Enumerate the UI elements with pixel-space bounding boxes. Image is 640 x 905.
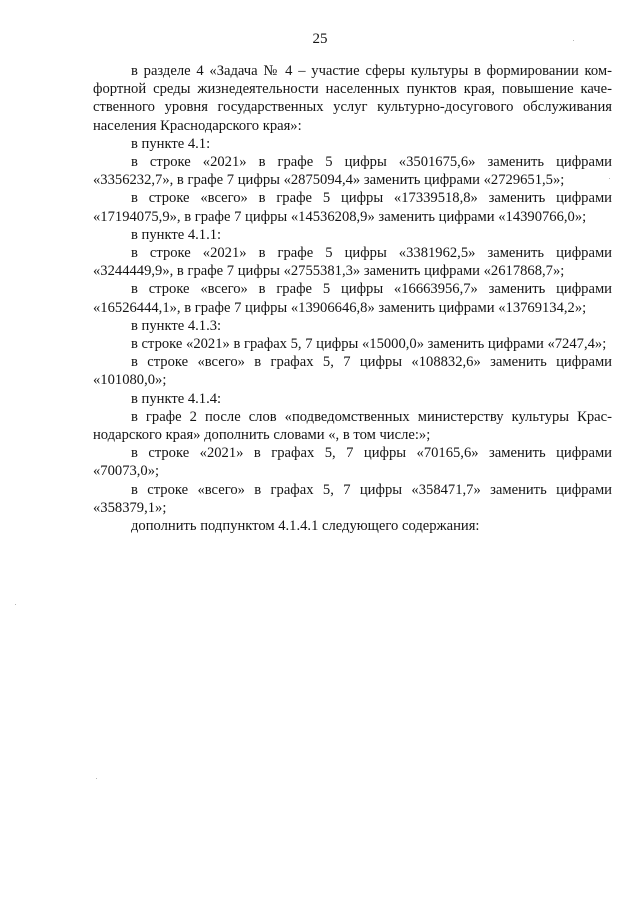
- paragraph-4-1-3-row-2021: в строке «2021» в графах 5, 7 цифры «15000,0» заменить цифрами «7247,4»;: [131, 336, 607, 353]
- scan-speck: [96, 778, 97, 779]
- paragraph-add-subitem-4-1-4-1: дополнить подпунктом 4.1.4.1 следующего содержания:: [131, 518, 480, 535]
- paragraph-4-1-4-column-2: в графе 2 после слов «подведомственных министерству культуры Краснодарского края» дополнить словами «, в том числе:»;: [93, 408, 612, 444]
- paragraph-4-1-1-row-2021: в строке «2021» в графе 5 цифры «3381962,5» заменить цифрами «3244449,9», в графе 7 цифры «2755381,3» заменить цифрами «2617868,7»;: [93, 245, 612, 280]
- paragraph-4-1-4-row-total: в строке «всего» в графах 5, 7 цифры «358471,7» заменить цифрами «358379,1»;: [93, 481, 612, 516]
- scan-speck: [609, 178, 610, 179]
- document-body: [93, 62, 612, 535]
- page-number: 25: [312, 31, 328, 47]
- paragraph-item-4-1-1: в пункте 4.1.1:: [131, 226, 222, 243]
- paragraph-4-1-4-row-2021: в строке «2021» в графах 5, 7 цифры «70165,6» заменить цифрами «70073,0»;: [93, 445, 612, 480]
- scan-speck: [573, 40, 574, 41]
- paragraph-item-4-1: в пункте 4.1:: [131, 135, 211, 152]
- paragraph-item-4-1-4: в пункте 4.1.4:: [131, 390, 222, 407]
- paragraph-item-4-1-3: в пункте 4.1.3:: [131, 317, 222, 334]
- paragraph-4-1-row-total: в строке «всего» в графе 5 цифры «17339518,8» заменить цифрами «17194075,9», в графе 7 цифры «14536208,9» заменить цифрами «14390766,0»;: [93, 190, 612, 225]
- paragraph-4-1-row-2021: в строке «2021» в графе 5 цифры «3501675,6» заменить цифрами «3356232,7», в графе 7 цифры «2875094,4» заменить цифрами «2729651,5»;: [93, 154, 612, 189]
- paragraph-section-4-intro: в разделе 4 «Задача № 4 – участие сферы культуры в формировании комфортной среды жизнедеятельности населенных пунктов края, повышение качественного уровня государственных услуг культурно-досугового обслуживания населения Краснодарского края»:: [93, 63, 612, 134]
- paragraph-4-1-3-row-total: в строке «всего» в графах 5, 7 цифры «108832,6» заменить цифрами «101080,0»;: [93, 354, 612, 389]
- paragraph-4-1-1-row-total: в строке «всего» в графе 5 цифры «16663956,7» заменить цифрами «16526444,1», в графе 7 цифры «13906646,8» заменить цифрами «13769134,2»;: [93, 281, 612, 316]
- scan-speck: [15, 604, 16, 605]
